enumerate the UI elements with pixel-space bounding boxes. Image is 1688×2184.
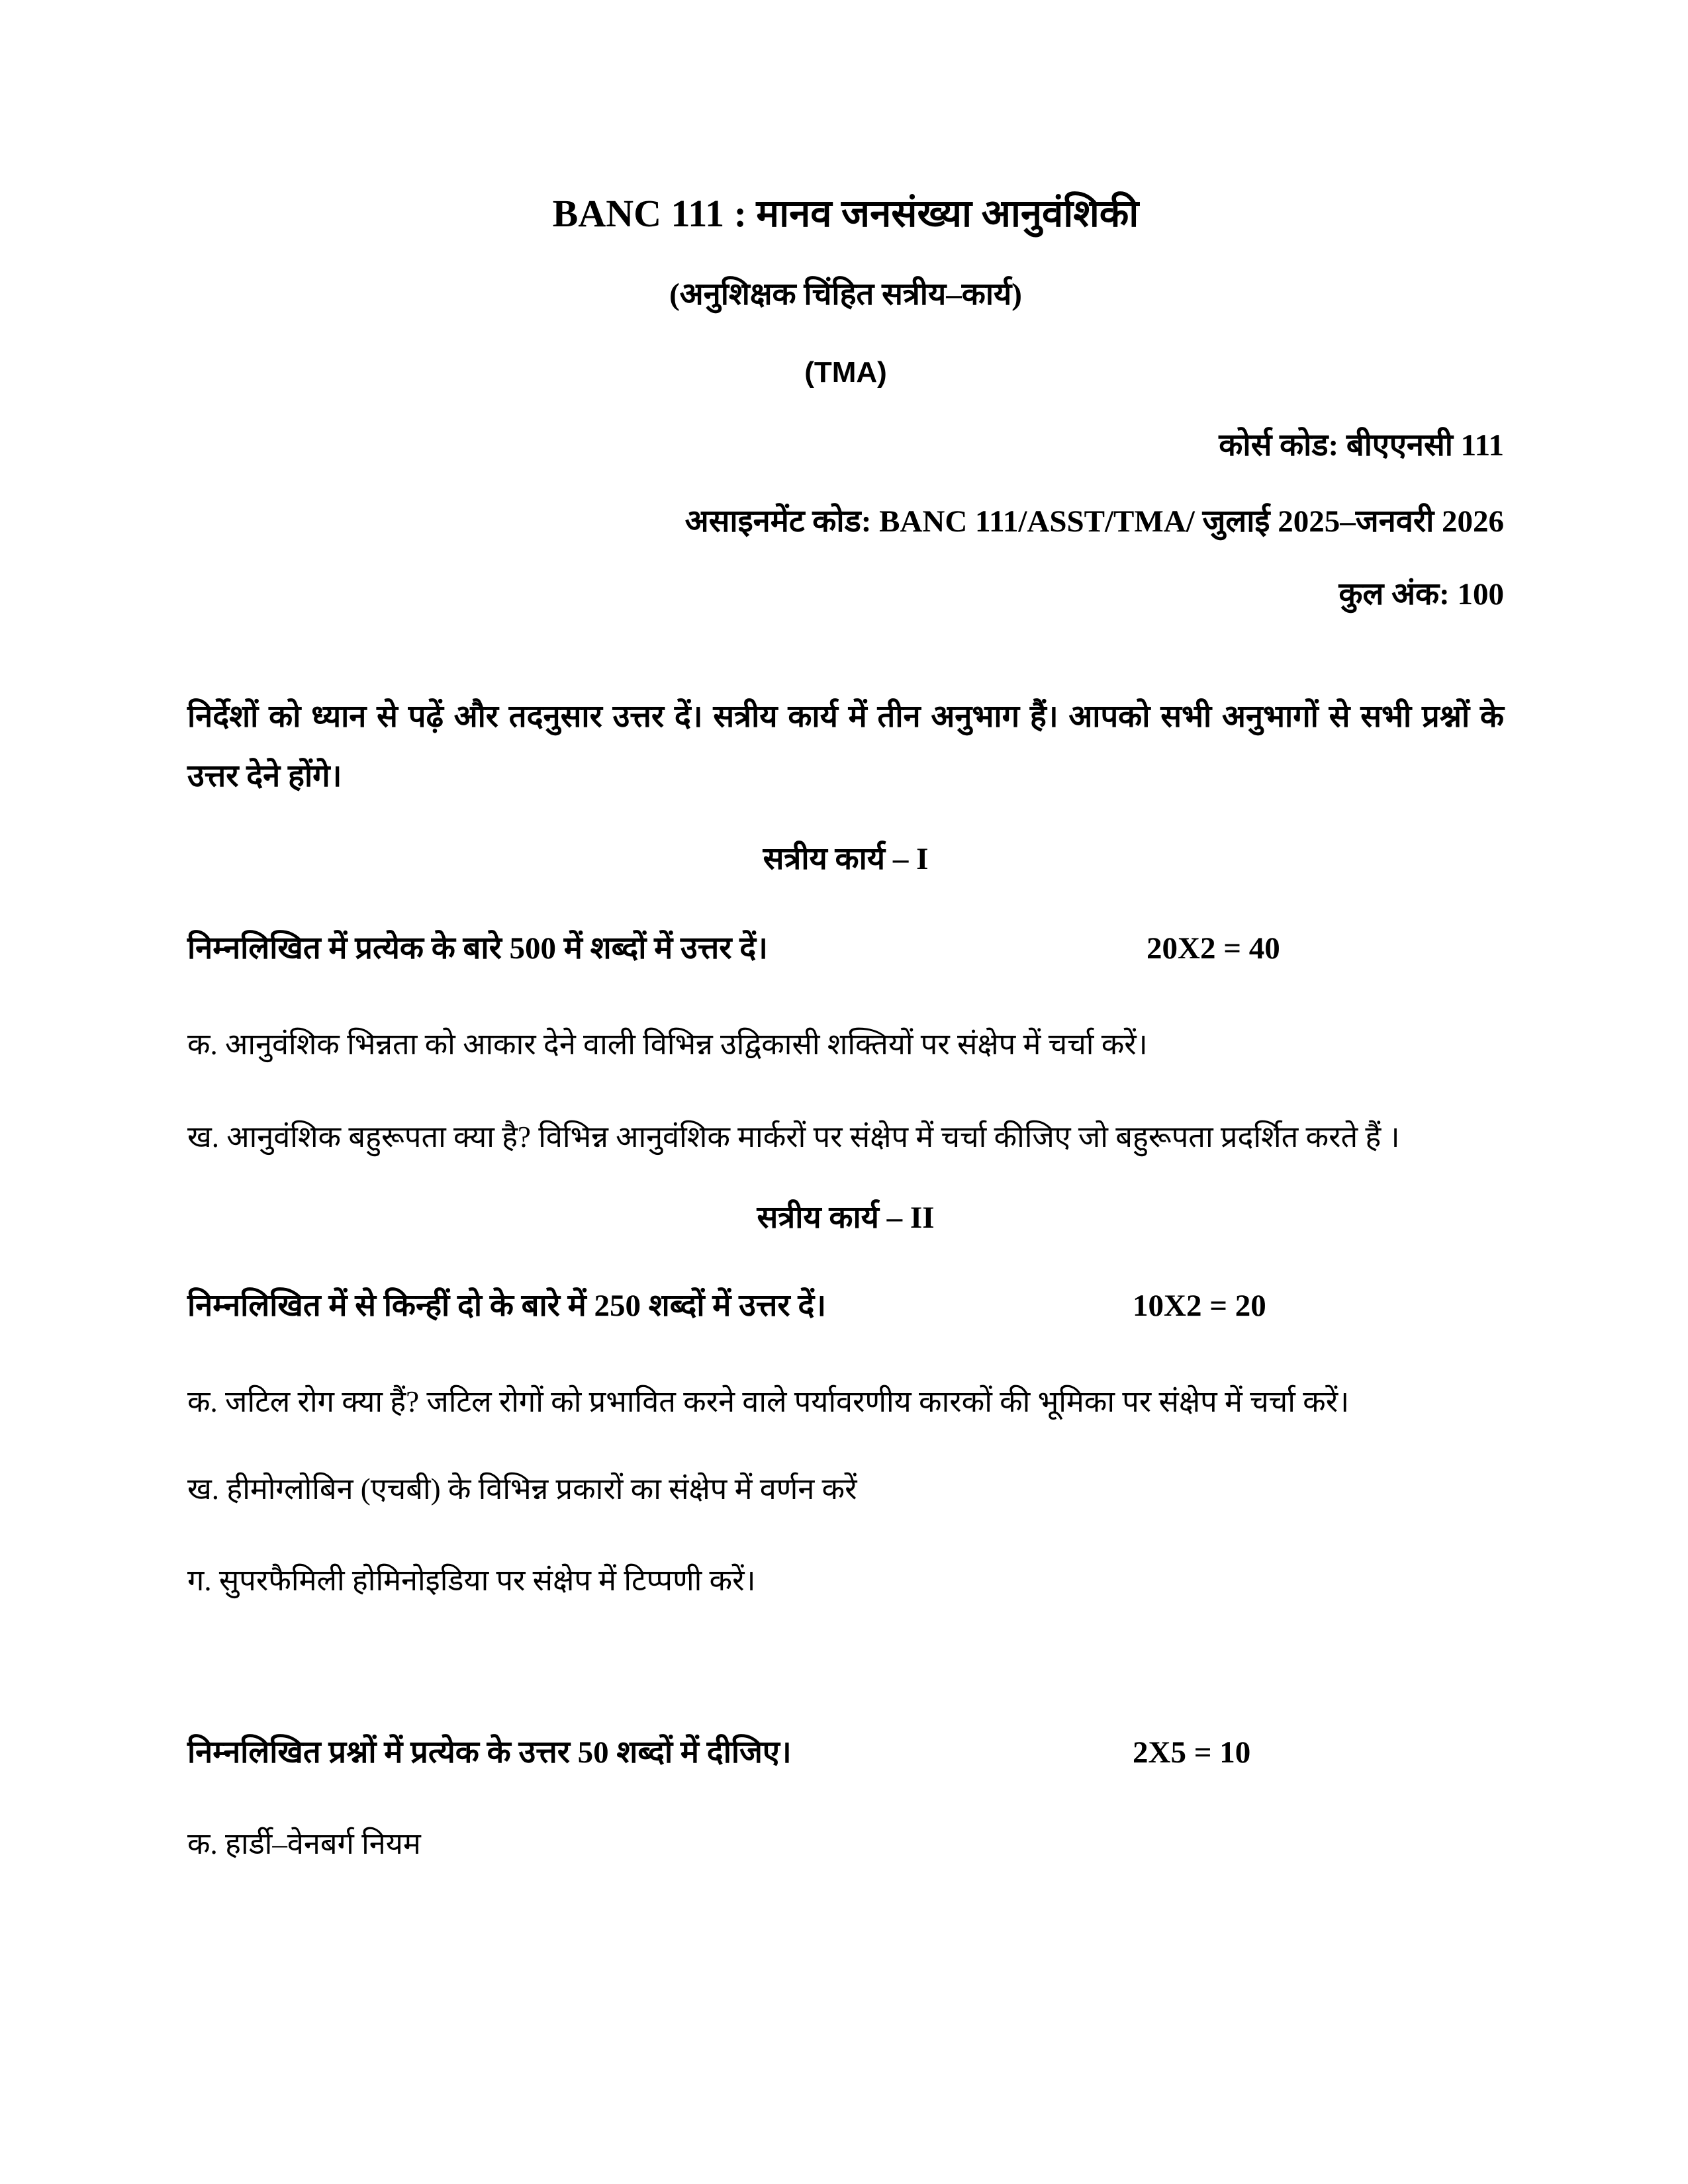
section-1-heading: सत्रीय कार्य – I [763, 842, 929, 876]
assignment-code-value: BANC 111/ASST/TMA/ [879, 504, 1195, 539]
total-marks-line: कुल अंक: 100 [1338, 577, 1504, 612]
section-2-instruction-row [187, 1283, 1504, 1329]
document-subtitle-tma: (TMA) [804, 356, 887, 388]
section-3-instruction: निम्नलिखित प्रश्नों में प्रत्येक के उत्तर 50 शब्दों में दीजिए। [187, 1735, 792, 1770]
section-2-question-c: ग. सुपरफैमिली होमिनोइडिया पर संक्षेप में टिप्पणी करें। [187, 1564, 756, 1597]
section-1-question-b: ख. आनुवंशिक बहुरूपता क्या है? विभिन्न आनुवंशिक मार्करों पर संक्षेप में चर्चा कीजिए जो बहुरूपता प्रदर्शित करते हैं । [187, 1120, 1400, 1154]
assignment-code-session: जुलाई 2025–जनवरी 2026 [1202, 504, 1504, 539]
section-1-question-a: क. आनुवंशिक भिन्नता को आकार देने वाली विभिन्न उद्विकासी शक्तियों पर संक्षेप में चर्चा करें। [187, 1028, 1148, 1061]
course-code-line: कोर्स कोड: बीएएनसी 111 [1219, 428, 1504, 463]
document-subtitle: (अनुशिक्षक चिंहित सत्रीय–कार्य) [669, 277, 1022, 312]
section-2-instruction: निम्नलिखित में से किन्हीं दो के बारे में 250 शब्दों में उत्तर दें। [187, 1289, 827, 1323]
general-instructions: निर्देशों को ध्यान से पढ़ें और तदनुसार उत्तर दें। सत्रीय कार्य में तीन अनुभाग हैं। आपको सभी अनुभागों से सभी प्रश्नों के उत्तर देने होंगे। [187, 700, 1504, 794]
section-1-instruction: निम्नलिखित में प्रत्येक के बारे 500 में शब्दों में उत्तर दें। [187, 931, 768, 966]
section-3-question-a: क. हार्डी–वेनबर्ग नियम [187, 1827, 421, 1860]
section-3-marks: 2X5 = 10 [1133, 1735, 1251, 1770]
section-2-heading: सत्रीय कार्य – II [757, 1201, 935, 1235]
section-2-marks: 10X2 = 20 [1133, 1289, 1266, 1323]
section-3-instruction-row [187, 1729, 1504, 1776]
section-1-marks: 20X2 = 40 [1147, 931, 1280, 966]
section-2-question-b: ख. हीमोग्लोबिन (एचबी) के विभिन्न प्रकारों का संक्षेप में वर्णन करें [187, 1473, 857, 1506]
assignment-code-line [187, 498, 1504, 545]
assignment-code-label: असाइनमेंट कोड: [684, 504, 872, 539]
document-title: BANC 111 : मानव जनसंख्या आनुवंशिकी [552, 192, 1139, 235]
section-1-instruction-row [187, 925, 1504, 972]
section-2-question-a: क. जटिल रोग क्या हैं? जटिल रोगों को प्रभावित करने वाले पर्यावरणीय कारकों की भूमिका पर संक्षेप में चर्चा करें। [187, 1385, 1350, 1418]
